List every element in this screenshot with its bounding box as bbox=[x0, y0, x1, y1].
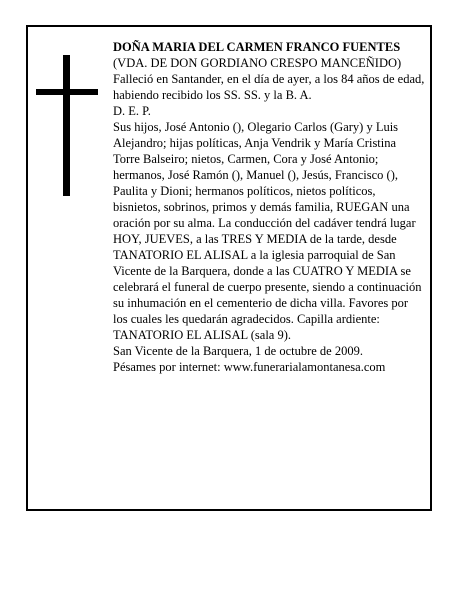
cross-vertical-bar bbox=[63, 55, 70, 196]
cross-horizontal-bar bbox=[36, 89, 98, 95]
obituary-body: Sus hijos, José Antonio (), Olegario Carlos (Gary) y Luis Alejandro; hijas políticas, Anja Vendrik y María Cristina Torre Balseiro; nietos, Carmen, Cora y José Antonio; hermanos, José Ramón (), Manuel (), Jesús, Francisco (), Paulita y Dioni; hermanos políticos, nietos políticos, bisnietos, sobrinos, primos y demás familia, RUEGAN una oración por su alma. La conducción del cadáver tendrá lugar HOY, JUEVES, a las TRES Y MEDIA de la tarde, desde TANATORIO EL ALISAL a la iglesia parroquial de San Vicente de la Barquera, donde a las CUATRO Y MEDIA se celebrará el funeral de cuerpo presente, siendo a continuación su inhumación en el cementerio de dicha villa. Favores por los cuales les quedarán agradecidos. Capilla ardiente: TANATORIO EL ALISAL (sala 9). bbox=[113, 120, 422, 342]
obituary-text bbox=[113, 39, 425, 375]
condolences: Pésames por internet: www.funerarialamontanesa.com bbox=[113, 360, 386, 374]
widow-of: (VDA. DE DON GORDIANO CRESPO MANCEÑIDO) bbox=[113, 56, 402, 70]
place-date: San Vicente de la Barquera, 1 de octubre de 2009. bbox=[113, 344, 363, 358]
latin-cross-icon bbox=[36, 55, 98, 196]
rip: D. E. P. bbox=[113, 104, 151, 118]
deceased-name: DOÑA MARIA DEL CARMEN FRANCO FUENTES bbox=[113, 40, 401, 54]
sacraments: habiendo recibido los SS. SS. y la B. A. bbox=[113, 88, 312, 102]
death-notice: Falleció en Santander, en el día de ayer, a los 84 años de edad, bbox=[113, 72, 425, 86]
